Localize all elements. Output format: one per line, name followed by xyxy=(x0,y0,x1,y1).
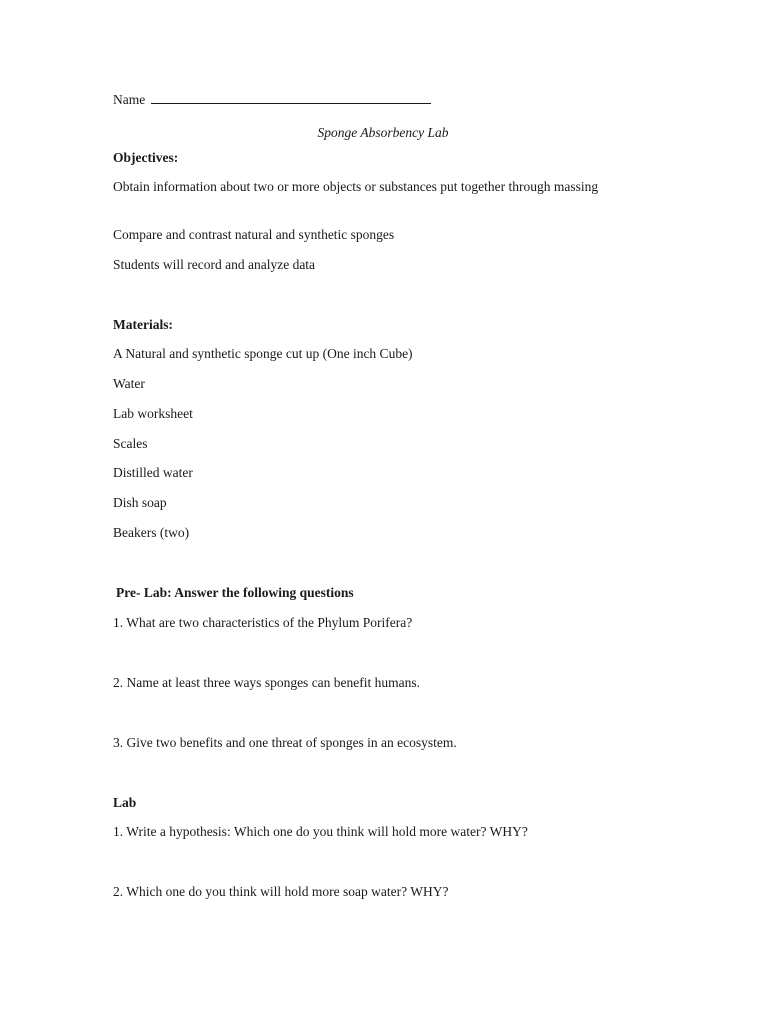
material-item: Water xyxy=(113,376,145,391)
objectives-heading: Objectives: xyxy=(113,150,179,165)
lab-question: 1. Write a hypothesis: Which one do you think will hold more water? WHY? xyxy=(113,824,528,839)
material-item: Lab worksheet xyxy=(113,406,193,421)
prelab-question: 2. Name at least three ways sponges can benefit humans. xyxy=(113,675,421,690)
material-item: Beakers (two) xyxy=(113,525,190,540)
material-item: Dish soap xyxy=(113,495,167,510)
objective-item: Students will record and analyze data xyxy=(113,257,316,272)
prelab-question: 1. What are two characteristics of the Phylum Porifera? xyxy=(113,615,413,630)
lab-heading: Lab xyxy=(113,795,137,810)
prelab-heading: Pre- Lab: Answer the following questions xyxy=(116,585,354,600)
name-blank-line[interactable] xyxy=(151,90,431,104)
document-title: Sponge Absorbency Lab xyxy=(317,125,449,140)
objective-item: Compare and contrast natural and synthetic sponges xyxy=(113,227,395,242)
name-field[interactable] xyxy=(113,90,431,109)
objective-item: Obtain information about two or more objects or substances put together through massing xyxy=(113,179,599,194)
lab-question: 2. Which one do you think will hold more soap water? WHY? xyxy=(113,884,449,899)
prelab-question: 3. Give two benefits and one threat of sponges in an ecosystem. xyxy=(113,735,457,750)
name-label: Name xyxy=(113,92,146,107)
material-item: A Natural and synthetic sponge cut up (One inch Cube) xyxy=(113,346,413,361)
materials-heading: Materials: xyxy=(113,317,173,332)
material-item: Distilled water xyxy=(113,465,193,480)
material-item: Scales xyxy=(113,436,148,451)
